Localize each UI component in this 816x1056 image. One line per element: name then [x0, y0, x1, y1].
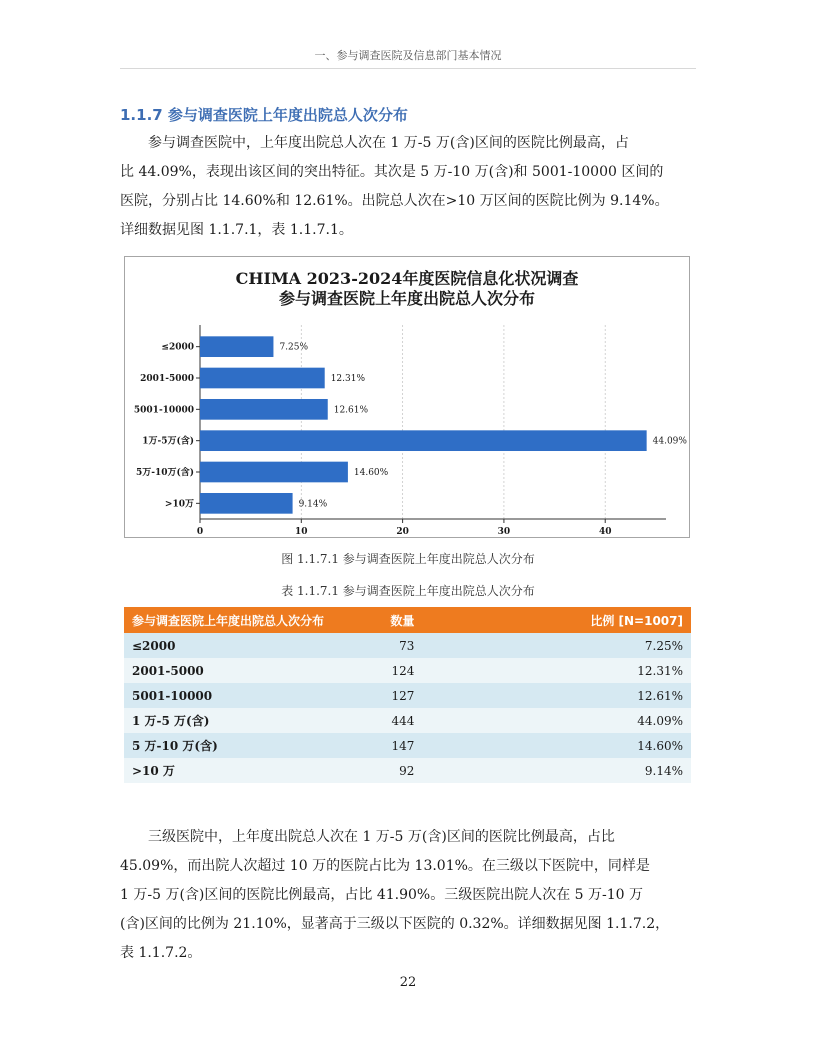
bar	[200, 336, 273, 357]
page-number: 22	[399, 975, 417, 990]
cell-category: 1 万-5 万(含)	[124, 708, 359, 733]
cell-count: 147	[359, 733, 569, 758]
cell-ratio: 12.31%	[568, 658, 691, 683]
paragraph-line: 参与调查医院中，上年度出院总人次在 1 万-5 万(含)区间的医院比例最高，占	[148, 135, 629, 151]
y-tick-label: 5万-10万(含)	[135, 468, 194, 478]
y-tick-label: ≤2000	[161, 342, 194, 353]
bar	[200, 368, 325, 389]
cell-ratio: 9.14%	[568, 758, 691, 783]
data-label: 12.31%	[330, 374, 366, 384]
bar	[200, 493, 293, 514]
header-divider	[120, 68, 696, 69]
bar-chart	[125, 257, 689, 537]
cell-category: 2001-5000	[124, 658, 359, 683]
bar	[200, 430, 647, 451]
bar	[200, 462, 348, 483]
y-tick-label: 2001-5000	[140, 374, 194, 384]
paragraph-line: 三级医院中，上年度出院总人次在 1 万-5 万(含)区间的医院比例最高，占比	[148, 829, 615, 845]
cell-ratio: 14.60%	[568, 733, 691, 758]
cell-count: 73	[359, 633, 569, 658]
cell-count: 124	[359, 658, 569, 683]
chart-title-line1: CHIMA 2023-2024年度医院信息化状况调查	[235, 269, 579, 288]
cell-category: ≤2000	[124, 633, 359, 658]
table-row	[124, 633, 691, 658]
data-label: 9.14%	[298, 499, 328, 510]
running-header: 一、参与调查医院及信息部门基本情况	[314, 49, 502, 62]
intro-paragraph	[120, 129, 696, 245]
x-tick-label: 40	[598, 527, 612, 537]
table-row	[124, 683, 691, 708]
paragraph-line: 详细数据见图 1.1.7.1，表 1.1.7.1。	[120, 222, 353, 238]
cell-count: 127	[359, 683, 569, 708]
paragraph-line: 1 万-5 万(含)区间的医院比例最高，占比 41.90%。三级医院出院人次在 5 万-10 万	[120, 887, 644, 903]
y-tick-label: >10万	[164, 499, 194, 510]
table-caption: 表 1.1.7.1 参与调查医院上年度出院总人次分布	[281, 584, 535, 598]
chart-title-line2: 参与调查医院上年度出院总人次分布	[278, 289, 535, 308]
cell-category: >10 万	[124, 758, 359, 783]
x-tick-label: 10	[295, 527, 308, 537]
data-label: 7.25%	[279, 342, 309, 353]
y-tick-label: 1万-5万(含)	[142, 436, 194, 447]
table-row	[124, 708, 691, 733]
bar-chart-figure	[124, 256, 690, 538]
x-tick-label: 30	[497, 527, 511, 537]
data-label: 12.61%	[333, 405, 369, 416]
table-header-row	[124, 607, 691, 633]
table-row	[124, 758, 691, 783]
paragraph-line: 比 44.09%，表现出该区间的突出特征。其次是 5 万-10 万(含)和 5001-10000 区间的	[120, 164, 664, 180]
column-header-count: 数量	[359, 607, 569, 633]
paragraph-line: 45.09%，而出院人次超过 10 万的医院占比为 13.01%。在三级以下医院中，同样是	[120, 858, 650, 874]
cell-category: 5001-10000	[124, 683, 359, 708]
analysis-paragraph	[120, 823, 696, 968]
cell-ratio: 44.09%	[568, 708, 691, 733]
cell-count: 444	[359, 708, 569, 733]
column-header-ratio: 比例 [N=1007]	[568, 607, 691, 633]
paragraph-line: 表 1.1.7.2。	[120, 945, 202, 961]
x-tick-label: 20	[396, 527, 409, 537]
column-header-category: 参与调查医院上年度出院总人次分布	[124, 607, 359, 633]
figure-caption: 图 1.1.7.1 参与调查医院上年度出院总人次分布	[281, 552, 535, 566]
cell-category: 5 万-10 万(含)	[124, 733, 359, 758]
bar	[200, 399, 328, 420]
x-tick-label: 0	[196, 527, 204, 537]
y-tick-label: 5001-10000	[133, 405, 194, 416]
data-label: 44.09%	[652, 436, 687, 447]
distribution-table	[124, 607, 691, 783]
cell-count: 92	[359, 758, 569, 783]
cell-ratio: 7.25%	[568, 633, 691, 658]
section-title: 1.1.7 参与调查医院上年度出院总人次分布	[120, 106, 408, 124]
data-label: 14.60%	[353, 468, 389, 478]
paragraph-line: 医院，分别占比 14.60%和 12.61%。出院总人次在>10 万区间的医院比例为 9.14%。	[120, 193, 669, 209]
paragraph-line: (含)区间的比例为 21.10%，显著高于三级以下医院的 0.32%。详细数据见图 1.1.7.2，	[120, 916, 670, 932]
cell-ratio: 12.61%	[568, 683, 691, 708]
table-row	[124, 733, 691, 758]
table-row	[124, 658, 691, 683]
